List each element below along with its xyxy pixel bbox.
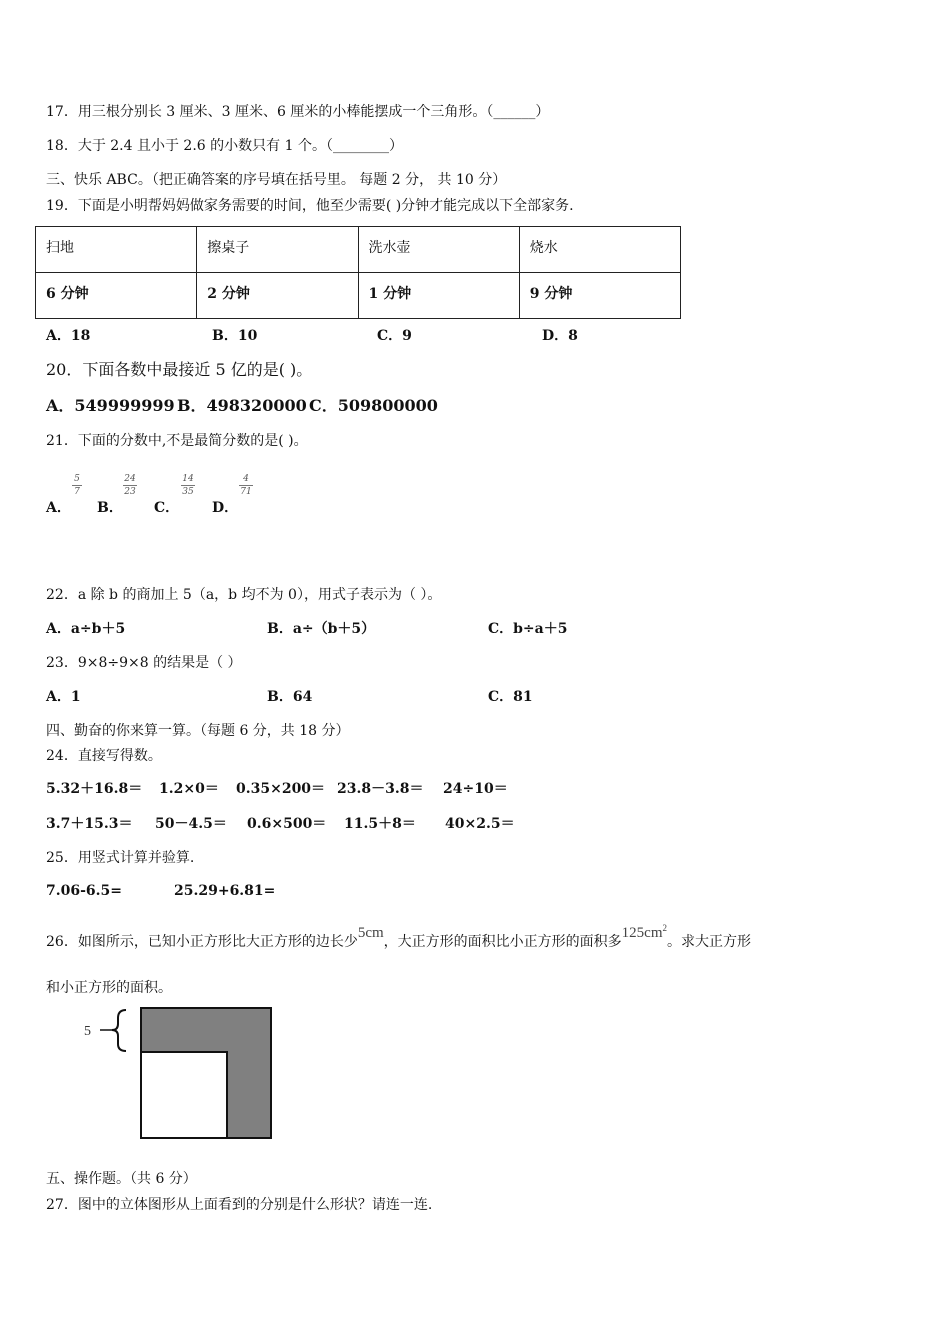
table-cell: 6 分钟 [36,273,197,319]
question-19: 19．下面是小明帮妈妈做家务需要的时间，他至少需要( )分钟才能完成以下全部家务. [46,198,574,214]
question-24: 24．直接写得数。 [46,748,162,764]
q21-option-c: C． [154,500,180,516]
section-4-heading: 四、勤奋的你来算一算。（每题 6 分，共 18 分） [46,723,350,739]
question-18: 18．大于 2.4 且小于 2.6 的小数只有 1 个。（________） [46,138,403,154]
calc-item: 1.2×0＝ [159,781,219,797]
q22-option-c: C．b÷a＋5 [488,621,568,637]
q21-option-b: B． [97,500,123,516]
calc-item: 0.35×200＝ [236,781,326,797]
question-26-line2: 和小正方形的面积。 [46,980,172,996]
q26-text-part1: 26．如图所示，已知小正方形比大正方形的边长少 [46,934,358,950]
table-cell: 洗水壶 [358,227,519,273]
table-cell: 1 分钟 [358,273,519,319]
question-17: 17．用三根分别长 3 厘米、3 厘米、6 厘米的小棒能摆成一个三角形。（______） [46,104,550,120]
q19-option-c: C．9 [377,328,412,344]
q26-value-125cm2: $125cm^2$ [621,923,667,941]
q19-option-b: B．10 [212,328,258,344]
table-cell: 扫地 [36,227,197,273]
calc-item: 0.6×500＝ [247,816,327,832]
calc-item: 3.7＋15.3＝ [46,816,133,832]
table-cell: 2 分钟 [197,273,358,319]
squares-figure [78,1004,278,1144]
question-20: 20．下面各数中最接近 5 亿的是( )。 [46,360,313,379]
fraction-d: 4 71 [240,474,252,497]
question-21: 21．下面的分数中,不是最简分数的是( )。 [46,433,308,449]
q26-text-part3: 。求大正方形 [666,934,751,950]
q20-option-c: C．509800000 [309,396,438,415]
calc-item: 5.32＋16.8＝ [46,781,143,797]
question-25: 25．用竖式计算并验算. [46,850,195,866]
question-23: 23．9×8÷9×8 的结果是（ ） [46,655,242,671]
q23-option-c: C．81 [488,689,533,705]
table-header-row [36,227,681,273]
q21-option-d: D． [212,500,239,516]
q23-option-a: A．1 [46,689,81,705]
fraction-a: 5 7 [72,474,82,497]
table-cell: 擦桌子 [197,227,358,273]
q21-option-a: A． [46,500,71,516]
brace-icon [112,1010,126,1051]
vertical-calc-item: 7.06-6.5= [46,883,122,899]
section-3-heading: 三、快乐 ABC。（把正确答案的序号填在括号里。 每题 2 分， 共 10 分） [46,172,507,188]
chores-table [35,226,681,319]
vertical-calc-item: 25.29+6.81= [174,883,276,899]
question-26 [46,923,751,951]
table-row [36,273,681,319]
calc-item: 24÷10＝ [443,781,508,797]
fraction-b: 24 23 [124,474,136,497]
table-cell: 烧水 [519,227,680,273]
table-cell: 9 分钟 [519,273,680,319]
calc-item: 40×2.5＝ [445,816,515,832]
calc-item: 23.8－3.8＝ [337,781,424,797]
q26-value-5cm: 5cm [357,925,384,941]
q26-text-part2: ，大正方形的面积比小正方形的面积多 [383,934,622,950]
section-5-heading: 五、操作题。（共 6 分） [46,1171,197,1187]
calc-item: 11.5＋8＝ [344,816,416,832]
fraction-c: 14 35 [182,474,194,497]
q20-option-b: B．498320000 [177,396,307,415]
q22-option-a: A．a÷b＋5 [46,621,126,637]
q19-option-d: D．8 [542,328,578,344]
q22-option-b: B．a÷（b＋5） [267,621,376,637]
question-22: 22．a 除 b 的商加上 5（a，b 均不为 0），用式子表示为（ ）。 [46,587,442,603]
q23-option-b: B．64 [267,689,313,705]
small-square [141,1052,227,1138]
calc-item: 50－4.5＝ [155,816,227,832]
figure-label: 5 [84,1024,91,1039]
question-27: 27．图中的立体图形从上面看到的分别是什么形状？请连一连. [46,1197,433,1213]
q19-option-a: A．18 [46,328,91,344]
q20-option-a: A．549999999 [46,396,175,415]
